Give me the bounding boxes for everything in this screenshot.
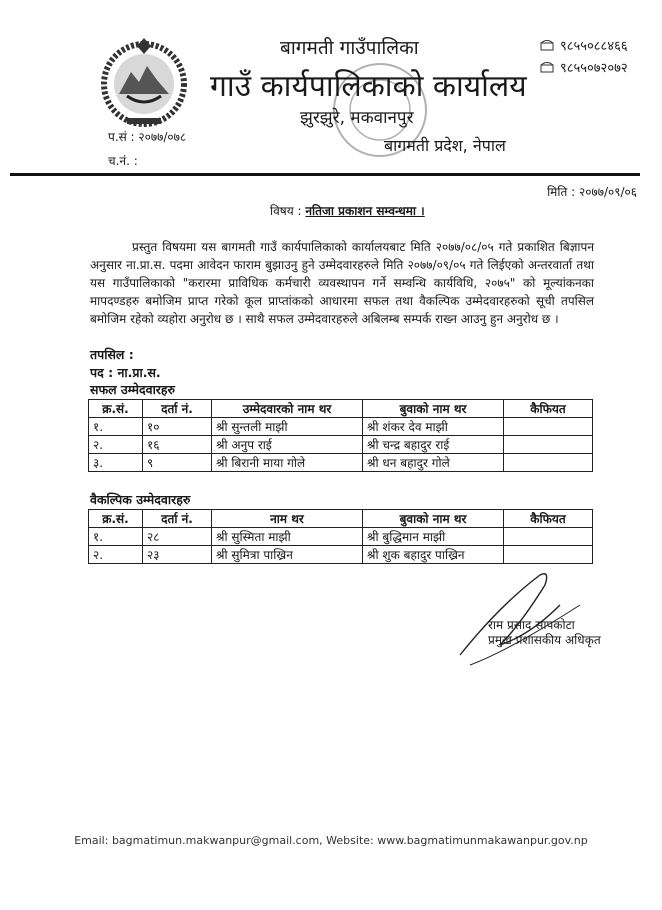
header-cell: बुवाको नाम थर xyxy=(363,510,504,528)
signatory-name: राम प्रसाद सापकोटा xyxy=(488,618,575,632)
office-name-line1: बागमती गाउँपालिका xyxy=(280,37,419,59)
footer-contact: Email: bagmatimun.makwanpur@gmail.com, Website: www.bagmatimunmakawanpur.gov.np xyxy=(74,834,588,847)
cell: श्री शुक बहादुर पाख्रिन xyxy=(363,546,504,564)
cell: ३. xyxy=(89,454,143,472)
letter-date: मिति : २०७७/०९/०६ xyxy=(547,185,637,199)
successful-table xyxy=(88,399,593,472)
cell: श्री बुद्धिमान माझी xyxy=(363,528,504,546)
cell: २. xyxy=(89,546,143,564)
alternate-table xyxy=(88,509,593,564)
phone-line2 xyxy=(540,58,628,76)
header-cell: नाम थर xyxy=(212,510,363,528)
cell: १. xyxy=(89,528,143,546)
cell: ९ xyxy=(143,454,212,472)
table-row xyxy=(89,546,593,564)
header-cell: दर्ता नं. xyxy=(143,400,212,418)
cell: श्री अनुप राई xyxy=(212,436,363,454)
header-cell: उम्मेदवारको नाम थर xyxy=(212,400,363,418)
table-row xyxy=(89,418,593,436)
successful-title: सफल उम्मेदवारहरु xyxy=(90,382,176,397)
signatory-designation: प्रमुख प्रशासकीय अधिकृत xyxy=(488,633,601,647)
header-divider xyxy=(10,173,640,176)
cell: श्री सुस्मिता माझी xyxy=(212,528,363,546)
cell: १० xyxy=(143,418,212,436)
cell xyxy=(504,436,593,454)
cell xyxy=(504,528,593,546)
cell: २३ xyxy=(143,546,212,564)
letter-body: प्रस्तुत विषयमा यस बागमती गाउँ कार्यपालिकाको कार्यालयबाट मिति २०७७/०८/०५ गते प्रकाशित बिज्ञापन अनुसार ना.प्रा.स. पदमा आवेदन फाराम बुझाउनु हुने उम्मेदवारहरुले मिति २०७७/०९/०५ गते लिईएको अन्तरवार्ता तथा यस गाउँपालिकाको "करारमा प्राविधिक कर्मचारी व्यवस्थापन गर्ने सम्वन्धि कार्यविधि, २०७५" को मूल्यांकनका मापदण्डहरु बमोजिम प्राप्त गरेको कूल प्राप्तांकको आधारमा सफल तथा वैकल्पिक उम्मेदवारहरुको सूची तपसिल बमोजिम रहेको व्यहोरा अनुरोध छ । साथै सफल उम्मेदवारहरुले अबिलम्ब सम्पर्क राख्न आउनु हुन अनुरोध छ । xyxy=(90,240,594,326)
office-province: बागमती प्रदेश, नेपाल xyxy=(384,136,506,155)
reference-number: प.सं : २०७७/०७८ xyxy=(108,130,187,144)
phone-number-1: ९८५५०८८४६६ xyxy=(560,39,628,54)
header-cell: कैफियत xyxy=(504,510,593,528)
post-label: पद : ना.प्रा.स. xyxy=(90,365,161,380)
cell: श्री धन बहादुर गोले xyxy=(363,454,504,472)
cell: श्री चन्द्र बहादुर राई xyxy=(363,436,504,454)
subject-text: नतिजा प्रकाशन सम्वन्धमा । xyxy=(305,204,425,218)
nepal-emblem-icon xyxy=(97,36,191,128)
table-row xyxy=(89,528,593,546)
alternate-title: वैकल्पिक उम्मेदवारहरु xyxy=(90,492,191,507)
cell xyxy=(504,418,593,436)
phone-line1 xyxy=(540,36,628,54)
header-cell: बुवाको नाम थर xyxy=(363,400,504,418)
cell: श्री शंकर देव माझी xyxy=(363,418,504,436)
cell: श्री बिरानी माया गोले xyxy=(212,454,363,472)
subject-label: विषय : xyxy=(270,204,302,218)
phone-number-2: ९८५५०७२०७२ xyxy=(560,61,628,76)
cell: १६ xyxy=(143,436,212,454)
table-header-row xyxy=(89,510,593,528)
cell: २८ xyxy=(143,528,212,546)
header-cell: क्र.सं. xyxy=(89,400,143,418)
header-cell: क्र.सं. xyxy=(89,510,143,528)
telephone-icon xyxy=(540,61,554,73)
header-cell: कैफियत xyxy=(504,400,593,418)
cell: श्री सुन्तली माझी xyxy=(212,418,363,436)
subject-line xyxy=(270,202,425,219)
dispatch-number: च.नं. : xyxy=(108,154,138,168)
telephone-icon xyxy=(540,39,554,51)
cell xyxy=(504,546,593,564)
table-row xyxy=(89,436,593,454)
header-cell: दर्ता नं. xyxy=(143,510,212,528)
signatory-block xyxy=(488,618,601,648)
cell: श्री सुमित्रा पाख्रिन xyxy=(212,546,363,564)
table-header-row xyxy=(89,400,593,418)
office-address: झुरझुरे, मकवानपुर xyxy=(300,108,414,128)
cell: २. xyxy=(89,436,143,454)
cell xyxy=(504,454,593,472)
office-name-line2: गाउँ कार्यपालिकाको कार्यालय xyxy=(210,69,527,104)
cell: १. xyxy=(89,418,143,436)
table-row xyxy=(89,454,593,472)
tapasil-label: तपसिल : xyxy=(90,347,134,362)
